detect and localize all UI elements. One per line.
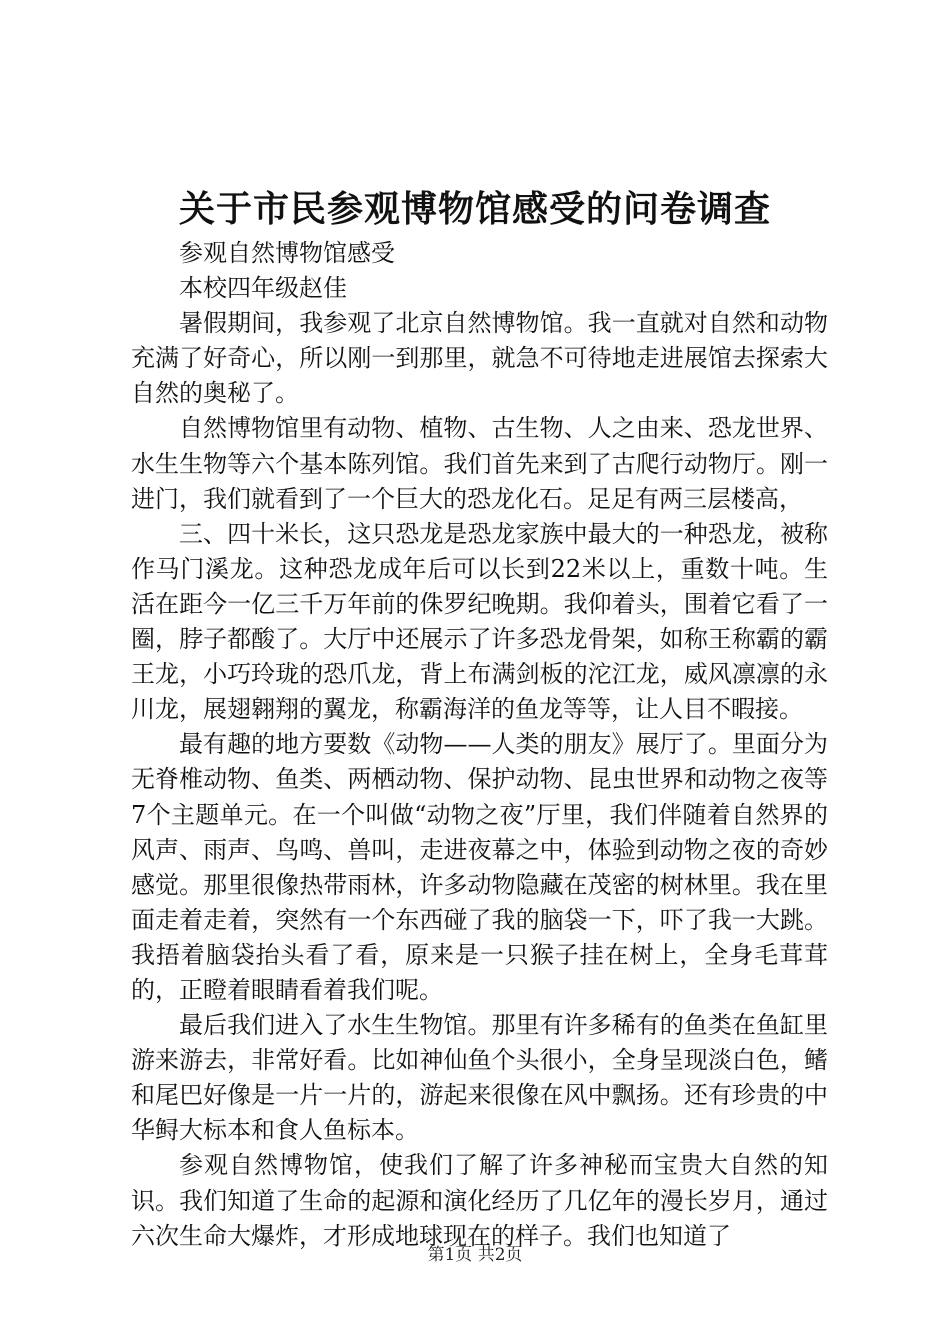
paragraph-subtitle: 参观自然博物馆感受	[179, 239, 395, 267]
paragraph: 自然博物馆里有动物、植物、古生物、人之由来、恐龙世界、水生生物等六个基本陈列馆。我们首先来到了古爬行动物厅。刚一进门，我们就看到了一个巨大的恐龙化石。足足有两三层楼高，	[131, 414, 828, 513]
page-footer: 第1页 共2页	[427, 1245, 523, 1265]
document-body	[131, 236, 828, 1254]
paragraph-author: 本校四年级赵佳	[179, 274, 347, 303]
paragraph: 最后我们进入了水生生物馆。那里有许多稀有的鱼类在鱼缸里游来游去，非常好看。比如神仙鱼个头很小，全身呈现淡白色，鳍和尾巴好像是一片一片的，游起来很像在风中飘扬。还有珍贵的中华鲟大标本和食人鱼标本。	[131, 1011, 828, 1145]
paragraph: 最有趣的地方要数《动物——人类的朋友》展厅了。里面分为无脊椎动物、鱼类、两栖动物、保护动物、昆虫世界和动物之夜等7个主题单元。在一个叫做“动物之夜”厅里，我们伴随着自然界的风声、雨声、鸟鸣、兽叫，走进夜幕之中，体验到动物之夜的奇妙感觉。那里很像热带雨林，许多动物隐藏在茂密的树林里。我在里面走着走着，突然有一个东西碰了我的脑袋一下，吓了我一大跳。我捂着脑袋抬头看了看，原来是一只猴子挂在树上，全身毛茸茸的，正瞪着眼睛看着我们呢。	[131, 730, 828, 1004]
paragraph: 参观自然博物馆，使我们了解了许多神秘而宝贵大自然的知识。我们知道了生命的起源和演化经历了几亿年的漫长岁月，通过六次生命大爆炸，才形成地球现在的样子。我们也知道了	[131, 1151, 828, 1250]
document-title: 关于市民参观博物馆感受的问卷调查	[178, 188, 771, 230]
paragraph: 暑假期间，我参观了北京自然博物馆。我一直就对自然和动物充满了好奇心，所以刚一到那里，就急不可待地走进展馆去探索大自然的奥秘了。	[131, 309, 828, 408]
paragraph: 三、四十米长，这只恐龙是恐龙家族中最大的一种恐龙，被称作马门溪龙。这种恐龙成年后可以长到22米以上，重数十吨。生活在距今一亿三千万年前的侏罗纪晚期。我仰着头，围着它看了一圈，脖子都酸了。大厅中还展示了许多恐龙骨架，如称王称霸的霸王龙，小巧玲珑的恐爪龙，背上布满剑板的沱江龙，威风凛凛的永川龙，展翅翱翔的翼龙，称霸海洋的鱼龙等等，让人目不暇接。	[131, 519, 828, 724]
